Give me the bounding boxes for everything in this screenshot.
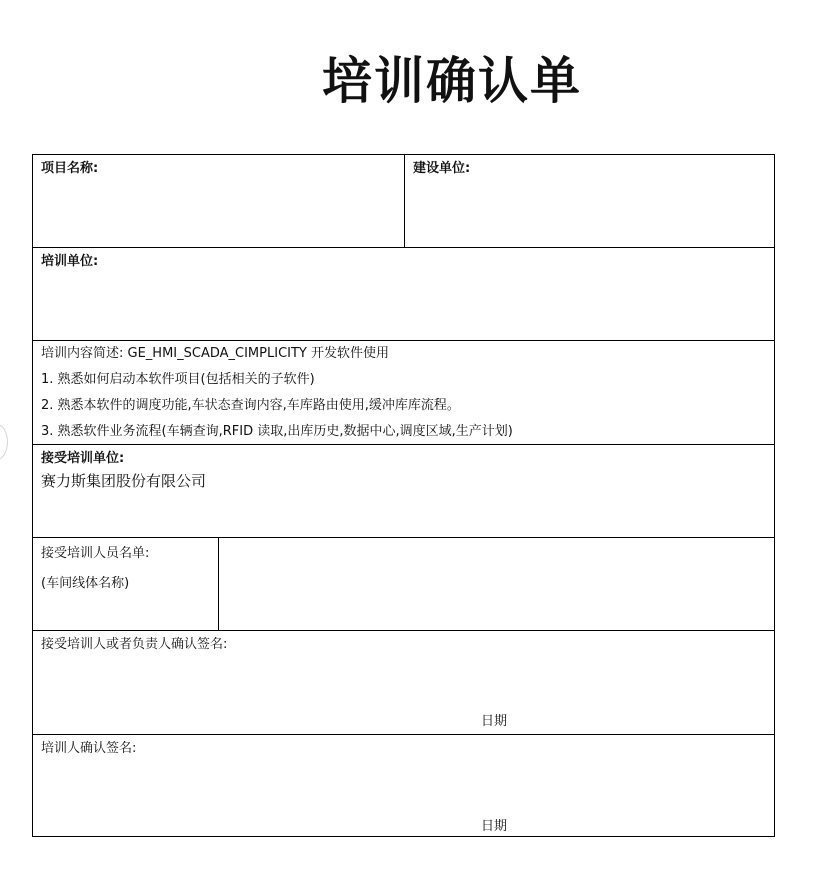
confirmation-form-table <box>32 154 775 837</box>
trainee-date-label: 日期 <box>481 714 508 729</box>
trainee-list-input-cell[interactable] <box>219 538 774 630</box>
row-training-content <box>33 341 774 445</box>
training-unit-cell[interactable] <box>33 248 774 340</box>
training-content-item: 3. 熟悉软件业务流程(车辆查询,RFID 读取,出库历史,数据中心,调度区域,生产计划) <box>41 424 513 439</box>
document-title: 培训确认单 <box>322 52 582 110</box>
row-trainer-signature <box>33 735 774 838</box>
trainee-signature-label: 接受培训人或者负责人确认签名: <box>41 637 228 652</box>
row-trainee-signature <box>33 631 774 735</box>
row-project <box>33 155 774 248</box>
trainee-unit-value: 赛力斯集团股份有限公司 <box>41 472 207 490</box>
project-name-label: 项目名称: <box>41 161 99 176</box>
trainee-list-label: 接受培训人员名单: <box>41 546 150 561</box>
row-trainee-unit <box>33 445 774 538</box>
trainer-date-label: 日期 <box>481 819 508 834</box>
builder-label: 建设单位: <box>413 161 471 176</box>
training-content-summary: 培训内容简述: GE_HMI_SCADA_CIMPLICITY 开发软件使用 <box>41 346 389 361</box>
trainee-list-label-cell <box>33 538 219 630</box>
row-training-unit <box>33 248 774 341</box>
trainee-unit-label: 接受培训单位: <box>41 451 125 466</box>
page-edge-marker <box>0 424 8 460</box>
training-content-cell <box>33 341 774 444</box>
project-name-cell[interactable] <box>33 155 405 247</box>
trainee-unit-cell[interactable] <box>33 445 774 537</box>
training-unit-label: 培训单位: <box>41 254 99 269</box>
training-content-item: 1. 熟悉如何启动本软件项目(包括相关的子软件) <box>41 372 315 387</box>
trainer-signature-label: 培训人确认签名: <box>41 741 137 756</box>
trainee-signature-cell[interactable] <box>33 631 774 734</box>
training-content-item: 2. 熟悉本软件的调度功能,车状态查询内容,车库路由使用,缓冲库库流程。 <box>41 398 460 413</box>
row-trainee-list <box>33 538 774 631</box>
trainer-signature-cell[interactable] <box>33 735 774 838</box>
builder-cell[interactable] <box>405 155 774 247</box>
trainee-list-note: (车间线体名称) <box>41 576 130 591</box>
